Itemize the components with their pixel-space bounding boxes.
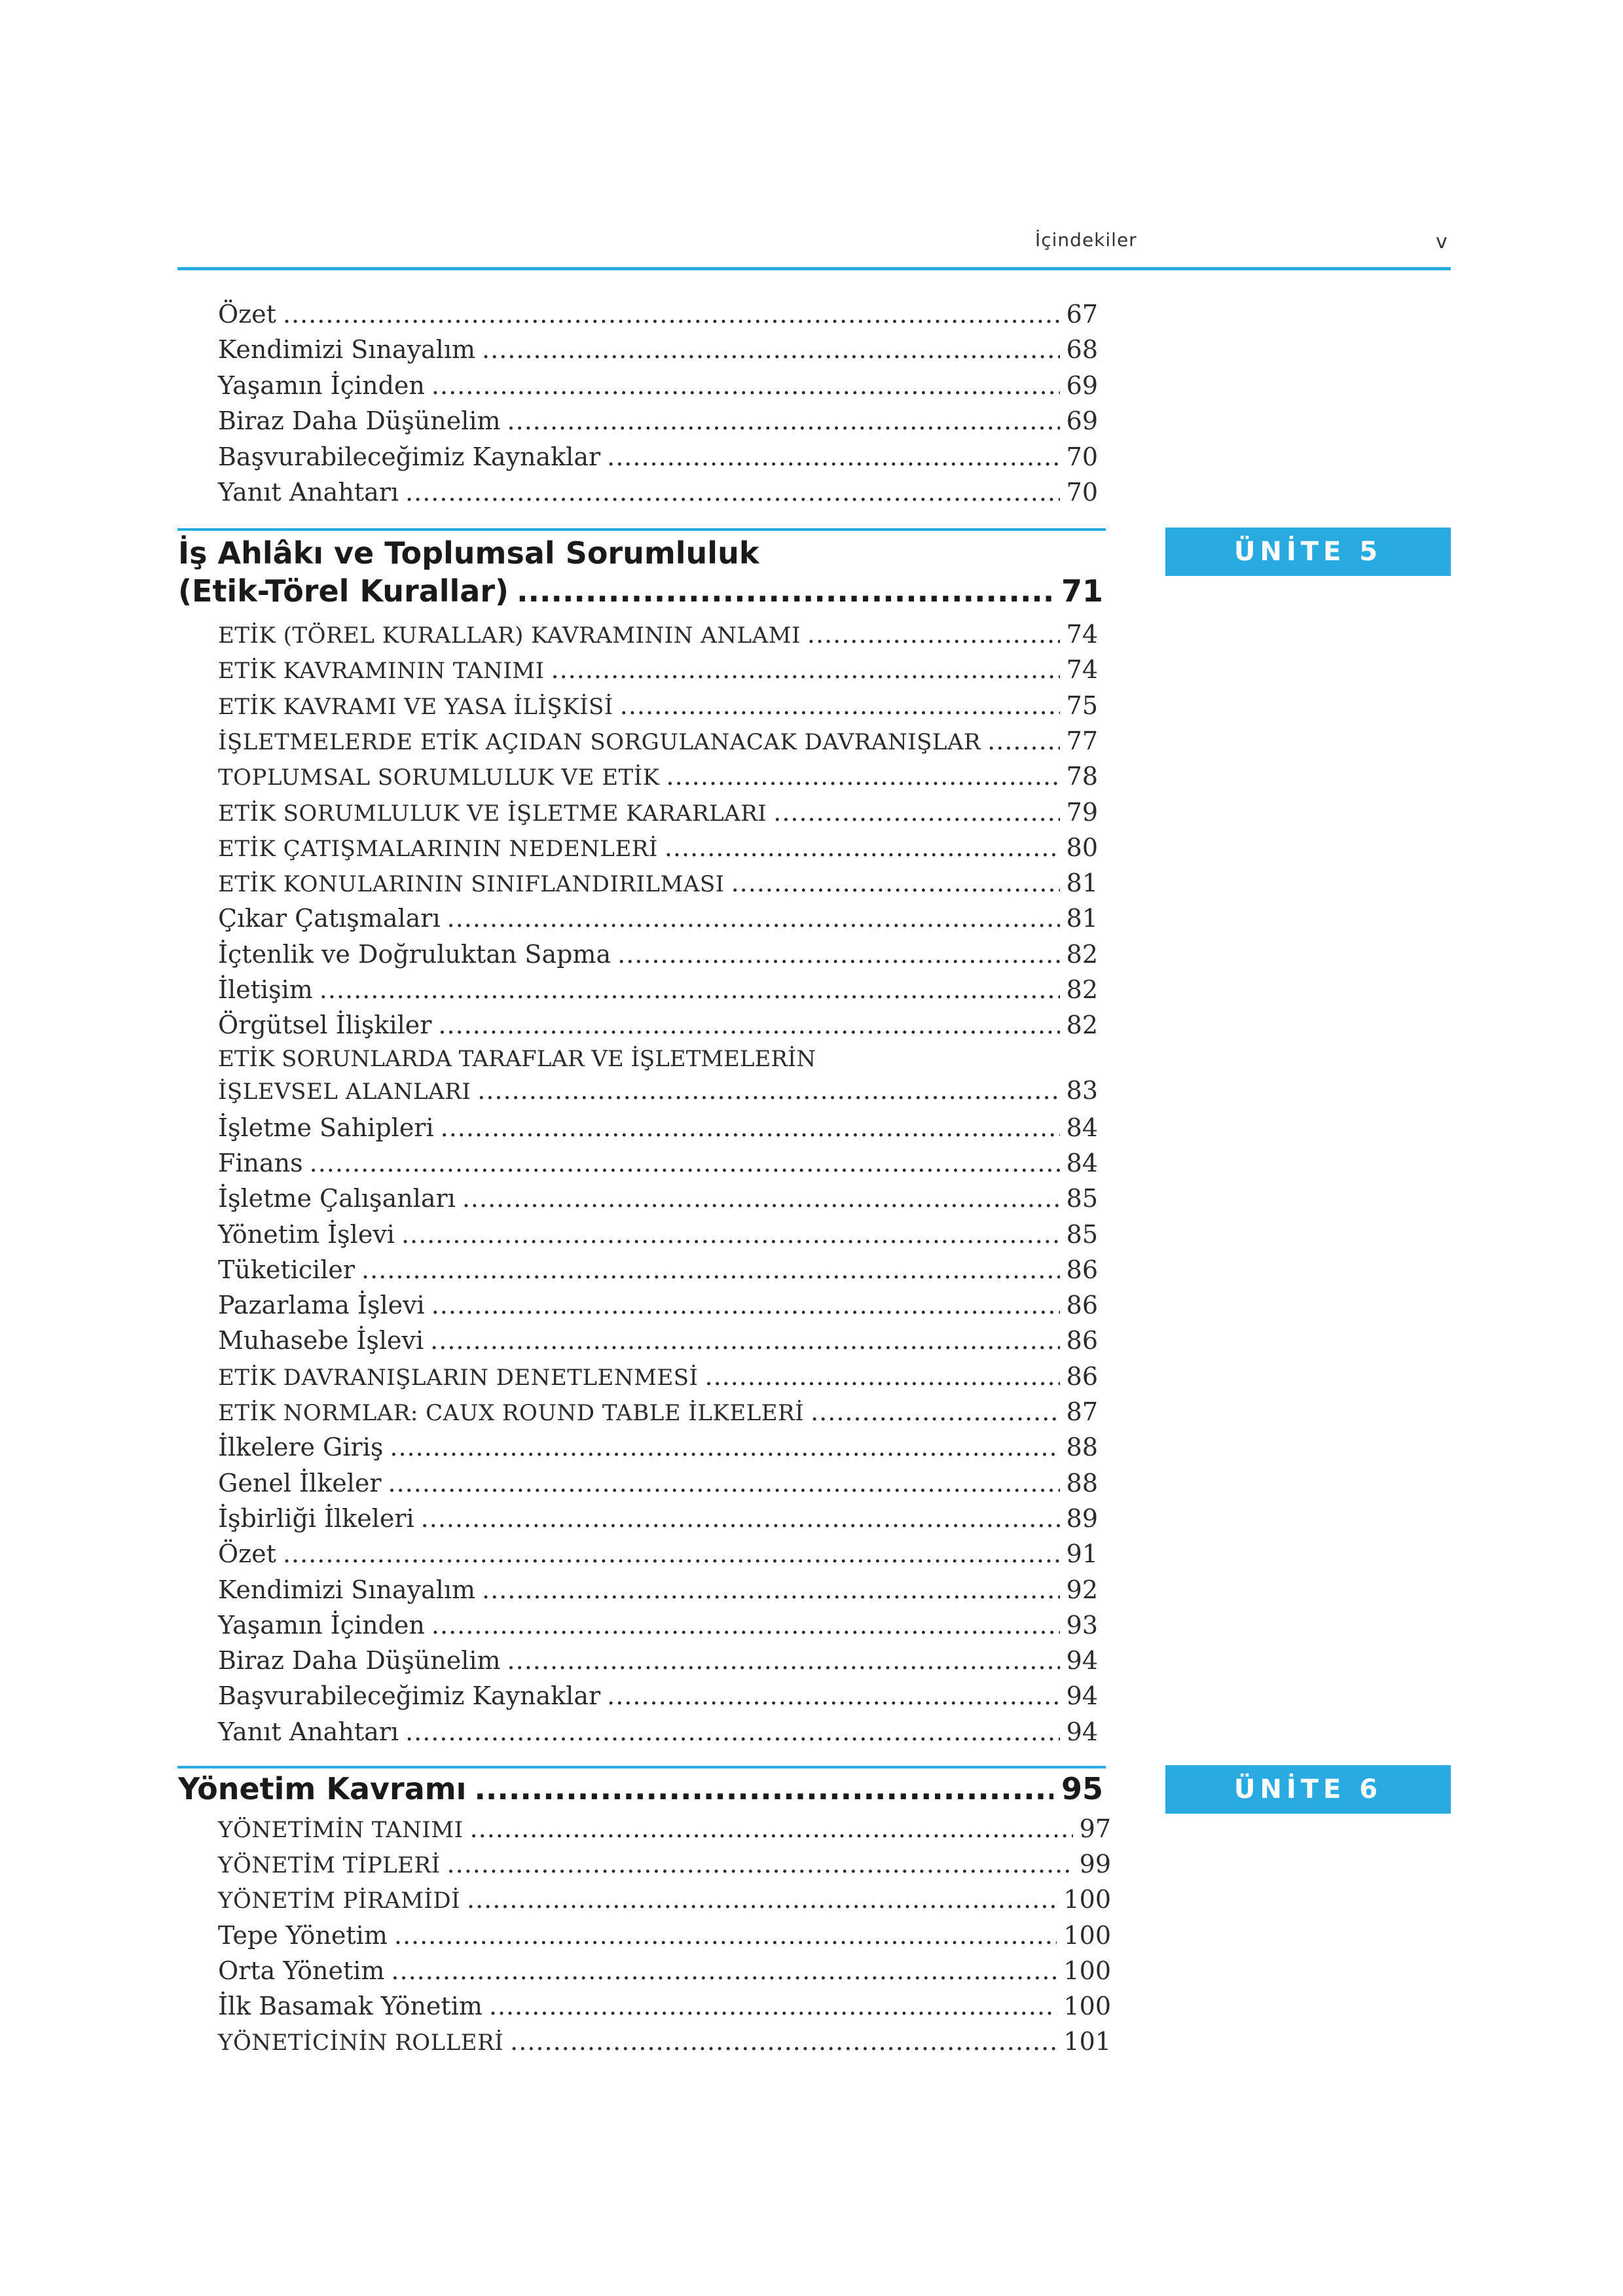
toc-entry-page: 101	[1063, 2027, 1111, 2056]
toc-entry-page: 86	[1066, 1326, 1098, 1355]
toc-entry	[218, 1465, 1098, 1501]
toc-entry-page: 85	[1066, 1184, 1098, 1213]
toc-entry-page: 86	[1066, 1255, 1098, 1284]
leader-dots	[447, 901, 1060, 936]
leader-dots	[421, 1501, 1060, 1536]
unit-6-title-line	[178, 1771, 1103, 1812]
toc-entry	[218, 1678, 1098, 1713]
toc-entry	[218, 1359, 1098, 1394]
toc-entry	[218, 403, 1098, 439]
page-number: v	[1436, 230, 1448, 253]
toc-entry-label: Finans	[218, 1148, 303, 1177]
leader-dots	[431, 1287, 1060, 1323]
toc-entry-label: ETİK NORMLAR: CAUX ROUND TABLE İLKELERİ	[218, 1400, 805, 1426]
unit-6-title-text: Yönetim Kavramı	[178, 1771, 467, 1806]
toc-entry	[218, 368, 1098, 403]
toc-entry-page: 100	[1063, 1956, 1111, 1985]
toc-entry	[218, 1918, 1111, 1953]
toc-entry-page: 67	[1066, 300, 1098, 329]
toc-entry	[218, 1043, 1098, 1114]
toc-entry	[218, 865, 1098, 901]
toc-entry-label: İşbirliği İlkeleri	[218, 1503, 414, 1533]
unit-5-title-line1: İş Ahlâkı ve Toplumsal Sorumluluk	[178, 535, 759, 571]
toc-entry-label: İşletme Sahipleri	[218, 1113, 434, 1142]
toc-entry	[218, 1394, 1098, 1429]
leader-dots	[467, 1882, 1057, 1917]
leader-dots	[704, 1359, 1059, 1394]
toc-entry-page: 88	[1066, 1468, 1098, 1498]
leader-dots	[462, 1181, 1060, 1216]
toc-entry-page: 83	[1066, 1075, 1098, 1105]
leader-dots	[430, 1323, 1059, 1358]
toc-entry-label: ETİK SORUMLULUK VE İŞLETME KARARLARI	[218, 800, 767, 827]
toc-entry	[218, 937, 1098, 972]
toc-entry-label: Tüketiciler	[218, 1255, 355, 1284]
toc-entry	[218, 972, 1098, 1007]
leader-dots	[361, 1252, 1060, 1287]
toc-entry-label: ETİK KONULARININ SINIFLANDIRILMASI	[218, 871, 725, 898]
toc-entry-label: Pazarlama İşlevi	[218, 1291, 425, 1320]
toc-entry-label-cont: İŞLEVSEL ALANLARI	[218, 1078, 471, 1105]
toc-entry	[218, 1252, 1098, 1287]
toc-entry-label: Özet	[218, 300, 276, 329]
toc-entry-label: Çıkar Çatışmaları	[218, 904, 441, 933]
leader-dots	[620, 688, 1060, 723]
toc-entry	[218, 1572, 1098, 1607]
toc-entry	[218, 1181, 1098, 1216]
toc-entry-page: 86	[1066, 1361, 1098, 1391]
leader-dots	[310, 1145, 1060, 1181]
toc-entry-label: İçtenlik ve Doğruluktan Sapma	[218, 939, 611, 969]
leader-dots	[482, 1572, 1060, 1607]
leader-dots	[431, 368, 1060, 403]
leader-dots	[431, 1607, 1060, 1643]
toc-entry-label: İŞLETMELERDE ETİK AÇIDAN SORGULANACAK DAVRANIŞLAR	[218, 728, 981, 755]
toc-entry-label: Muhasebe İşlevi	[218, 1326, 424, 1355]
toc-entry-page: 99	[1079, 1850, 1111, 1879]
leader-dots	[607, 1678, 1060, 1713]
toc-entry	[218, 901, 1098, 936]
toc-entry-page: 69	[1066, 406, 1098, 436]
page-header-title: İçindekiler	[1035, 229, 1137, 251]
leader-dots	[507, 403, 1060, 439]
toc-entry-label: ETİK (TÖREL KURALLAR) KAVRAMININ ANLAMI	[218, 622, 801, 649]
unit-5-rule	[177, 528, 1106, 531]
leader-dots	[807, 617, 1060, 652]
toc-entry	[218, 795, 1098, 830]
leader-dots	[617, 937, 1060, 972]
leader-dots	[517, 573, 1053, 609]
leader-dots	[666, 759, 1060, 794]
leader-dots	[438, 1007, 1059, 1043]
leader-dots	[482, 332, 1060, 367]
toc-entry-page: 80	[1066, 833, 1098, 862]
toc-entry-page: 94	[1066, 1681, 1098, 1711]
toc-entry	[218, 723, 1098, 759]
toc-entry-page: 81	[1066, 869, 1098, 898]
toc-entry	[218, 475, 1098, 510]
toc-entry-label: Kendimizi Sınayalım	[218, 1575, 476, 1604]
toc-entry	[218, 652, 1098, 687]
leader-dots	[510, 2024, 1057, 2059]
leader-dots	[390, 1429, 1059, 1465]
leader-dots	[319, 972, 1060, 1007]
unit-5-page: 71	[1061, 573, 1103, 609]
toc-entry	[218, 1607, 1098, 1643]
toc-entry	[218, 1501, 1098, 1536]
toc-entry-page: 85	[1066, 1219, 1098, 1249]
leader-dots	[811, 1394, 1060, 1429]
toc-entry	[218, 830, 1098, 865]
toc-entry-page: 81	[1066, 904, 1098, 933]
toc-entry-label: Tepe Yönetim	[218, 1920, 388, 1950]
toc-entry-page: 84	[1066, 1113, 1098, 1142]
leader-dots	[405, 475, 1060, 510]
toc-entry-page: 94	[1066, 1717, 1098, 1746]
toc-entry-label: ETİK KAVRAMI VE YASA İLİŞKİSİ	[218, 693, 613, 720]
toc-entry-label: Genel İlkeler	[218, 1468, 382, 1498]
toc-entry-label: Biraz Daha Düşünelim	[218, 1646, 501, 1676]
leader-dots	[474, 1771, 1053, 1806]
unit-5-badge: ÜNİTE 5	[1165, 528, 1451, 576]
unit-5-title-text: (Etik-Törel Kurallar)	[178, 573, 509, 609]
toc-entry-page: 97	[1079, 1814, 1111, 1843]
toc-entry-label: İşletme Çalışanları	[218, 1184, 456, 1213]
header-rule	[177, 267, 1451, 270]
toc-entry	[218, 1145, 1098, 1181]
toc-entry	[218, 1714, 1098, 1749]
toc-entry-page: 70	[1066, 478, 1098, 507]
toc-entry-page: 69	[1066, 370, 1098, 400]
toc-entry-label: İlkelere Giriş	[218, 1433, 384, 1462]
toc-entry	[218, 617, 1098, 652]
toc-entry	[218, 1882, 1111, 1917]
toc-entry-label: YÖNETİMİN TANIMI	[218, 1817, 464, 1843]
toc-entry	[218, 1811, 1111, 1846]
toc-entry	[218, 1643, 1098, 1678]
toc-entry	[218, 759, 1098, 794]
leader-dots	[551, 652, 1060, 687]
unit-6-page: 95	[1061, 1771, 1103, 1806]
toc-entry-page: 94	[1066, 1646, 1098, 1676]
toc-entry-page: 92	[1066, 1575, 1098, 1604]
toc-entry	[218, 1110, 1098, 1145]
toc-entry-page: 78	[1066, 762, 1098, 791]
toc-entry-label: YÖNETİCİNİN ROLLERİ	[218, 2030, 504, 2056]
leader-dots	[401, 1217, 1060, 1252]
leader-dots	[391, 1953, 1057, 1988]
toc-entry-page: 82	[1066, 1011, 1098, 1040]
toc-entry-page: 100	[1063, 1920, 1111, 1950]
toc-entry	[218, 296, 1098, 332]
toc-entry-page: 91	[1066, 1539, 1098, 1569]
toc-entry	[218, 1429, 1098, 1465]
toc-entry-label: Kendimizi Sınayalım	[218, 335, 476, 365]
leader-dots	[665, 830, 1060, 865]
toc-entry-page: 82	[1066, 975, 1098, 1004]
toc-entry	[218, 1287, 1098, 1323]
leader-dots	[731, 865, 1060, 901]
toc-entry-page: 68	[1066, 335, 1098, 365]
toc-entry-page: 86	[1066, 1291, 1098, 1320]
toc-entry-label: Yaşamın İçinden	[218, 370, 425, 400]
toc-entry-page: 75	[1066, 691, 1098, 720]
unit-5-title-line2	[178, 573, 1103, 614]
toc-entry	[218, 1007, 1098, 1043]
toc-entry-label: TOPLUMSAL SORUMLULUK VE ETİK	[218, 764, 660, 791]
toc-entry-label: Biraz Daha Düşünelim	[218, 406, 501, 436]
leader-dots	[388, 1465, 1060, 1501]
leader-dots	[607, 439, 1060, 475]
toc-entry-page: 89	[1066, 1503, 1098, 1533]
toc-entry-page: 84	[1066, 1148, 1098, 1177]
leader-dots	[773, 795, 1059, 830]
toc-entry-label: ETİK KAVRAMININ TANIMI	[218, 658, 545, 685]
toc-entry	[218, 2024, 1111, 2059]
leader-dots	[283, 1536, 1060, 1571]
toc-entry-page: 87	[1066, 1397, 1098, 1426]
toc-entry-label: İletişim	[218, 975, 313, 1004]
toc-entry-label: İlk Basamak Yönetim	[218, 1992, 483, 2020]
toc-entry-page: 77	[1066, 726, 1098, 755]
toc-entry-label: ETİK ÇATIŞMALARININ NEDENLERİ	[218, 835, 658, 862]
toc-entry-page: 74	[1066, 620, 1098, 649]
toc-entry-page: 100	[1063, 1885, 1111, 1914]
toc-entry-page: 93	[1066, 1610, 1098, 1640]
toc-entry	[218, 439, 1098, 475]
leader-dots	[447, 1846, 1073, 1882]
leader-dots	[283, 296, 1060, 332]
toc-entry	[218, 1323, 1098, 1358]
unit-6-badge: ÜNİTE 6	[1165, 1765, 1451, 1814]
toc-entry-page: 88	[1066, 1433, 1098, 1462]
toc-entry-page: 82	[1066, 939, 1098, 969]
leader-dots	[477, 1075, 1059, 1106]
toc-entry-page: 70	[1066, 442, 1098, 471]
toc-entry-label: Yönetim İşlevi	[218, 1219, 395, 1249]
toc-entry-label: Örgütsel İlişkiler	[218, 1011, 432, 1040]
toc-entry-label: Başvurabileceğimiz Kaynaklar	[218, 442, 601, 471]
toc-entry	[218, 1217, 1098, 1252]
toc-entry-label: Orta Yönetim	[218, 1956, 385, 1985]
toc-entry-page: 100	[1063, 1992, 1111, 2020]
toc-entry-label: Başvurabileceğimiz Kaynaklar	[218, 1681, 601, 1711]
leader-dots	[489, 1988, 1057, 2024]
toc-entry-page: 79	[1066, 797, 1098, 827]
toc-entry	[218, 332, 1098, 367]
toc-entry-label: Yaşamın İçinden	[218, 1610, 425, 1640]
toc-entry	[218, 1536, 1098, 1571]
leader-dots	[987, 723, 1059, 759]
toc-entry-label: Özet	[218, 1539, 276, 1569]
toc-entry-line	[218, 1075, 1098, 1107]
toc-entry	[218, 1846, 1111, 1882]
toc-entry-label: ETİK DAVRANIŞLARIN DENETLENMESİ	[218, 1364, 699, 1391]
leader-dots	[394, 1918, 1057, 1953]
leader-dots	[470, 1811, 1073, 1846]
toc-entry	[218, 688, 1098, 723]
leader-dots	[441, 1110, 1060, 1145]
leader-dots	[507, 1643, 1060, 1678]
toc-entry-page: 74	[1066, 655, 1098, 685]
toc-entry	[218, 1953, 1111, 1988]
leader-dots	[405, 1714, 1060, 1749]
toc-entry-label: ETİK SORUNLARDA TARAFLAR VE İŞLETMELERİN	[218, 1045, 816, 1072]
toc-entry-label: YÖNETİM TİPLERİ	[218, 1852, 441, 1879]
toc-entry-label: Yanıt Anahtarı	[218, 478, 399, 507]
toc-entry-label: Yanıt Anahtarı	[218, 1717, 399, 1746]
toc-entry	[218, 1988, 1111, 2024]
unit-6-rule	[177, 1766, 1106, 1768]
toc-entry-label: YÖNETİM PİRAMİDİ	[218, 1888, 461, 1914]
